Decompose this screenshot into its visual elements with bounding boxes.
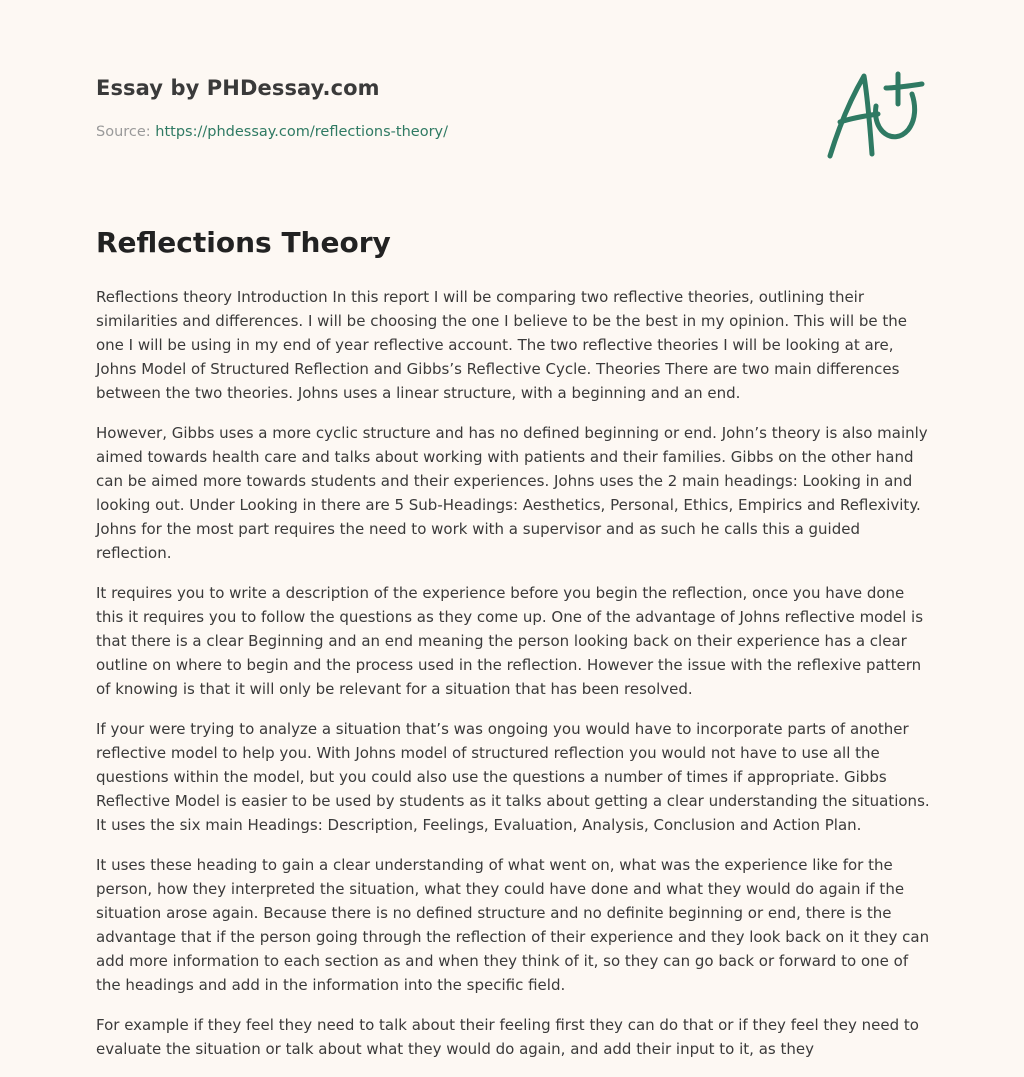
essay-body <box>96 285 932 1077</box>
essay-paragraph: It requires you to write a description of the experience before you begin the reflection, once you have done this it requires you to follow the questions as they come up. One of the advantage of Johns reflective model is that there is a clear Beginning and an end meaning the person looking back on their experience has a clear outline on where to begin and the process used in the reflection. However the issue with the reflexive pattern of knowing is that it will only be relevant for a situation that has been resolved. <box>96 584 924 698</box>
source-link[interactable]: https://phdessay.com/reflections-theory/ <box>155 124 449 140</box>
essay-paragraph: For example if they feel they need to talk about their feeling first they can do that or if they feel they need to evaluate the situation or talk about what they would do again, and add their input to it, as they <box>96 1016 919 1058</box>
essay-paragraph: If your were trying to analyze a situation that’s was ongoing you would have to incorporate parts of another reflective model to help you. With Johns model of structured reflection you would not have to use all the questions within the model, but you could also use the questions a number of times if appropriate. Gibbs Reflective Model is easier to be used by students as it talks about getting a clear understanding the situations. It uses the six main Headings: Description, Feelings, Evaluation, Analysis, Conclusion and Action Plan. <box>96 720 930 834</box>
essay-paragraph: It uses these heading to gain a clear understanding of what went on, what was the experience like for the person, how they interpreted the situation, what they could have done and what they would do again if the situation arose again. Because there is no defined structure and no definite beginning or end, there is the advantage that if the person going through the reflection of their experience and they look back on it they can add more information to each section as and when they think of it, so they can go back or forward to one of the headings and add in the information into the specific field. <box>96 856 930 994</box>
page-header <box>96 76 928 176</box>
essay-paragraph: However, Gibbs uses a more cyclic structure and has no defined beginning or end. John’s theory is also mainly aimed towards health care and talks about working with patients and their families. Gibbs on the other hand can be aimed more towards students and their experiences. Johns uses the 2 main headings: Looking in and looking out. Under Looking in there are 5 Sub-Headings: Aesthetics, Personal, Ethics, Empirics and Reflexivity. Johns for the most part requires the need to work with a supervisor and as such he calls this a guided reflection. <box>96 424 928 562</box>
source-label: Source: <box>96 124 156 140</box>
essay-paragraph: Reflections theory Introduction In this report I will be comparing two reflective theories, outlining their similarities and differences. I will be choosing the one I believe to be the best in my opinion. This will be the one I will be using in my end of year reflective account. The two reflective theories I will be looking at are, Johns Model of Structured Reflection and Gibbs’s Reflective Cycle. Theories There are two main differences between the two theories. Johns uses a linear structure, with a beginning and an end. <box>96 288 908 402</box>
essay-title: Reflections Theory <box>96 226 391 259</box>
source-line <box>96 124 448 140</box>
site-title: Essay by PHDessay.com <box>96 76 380 100</box>
a-plus-logo-icon <box>824 70 928 162</box>
